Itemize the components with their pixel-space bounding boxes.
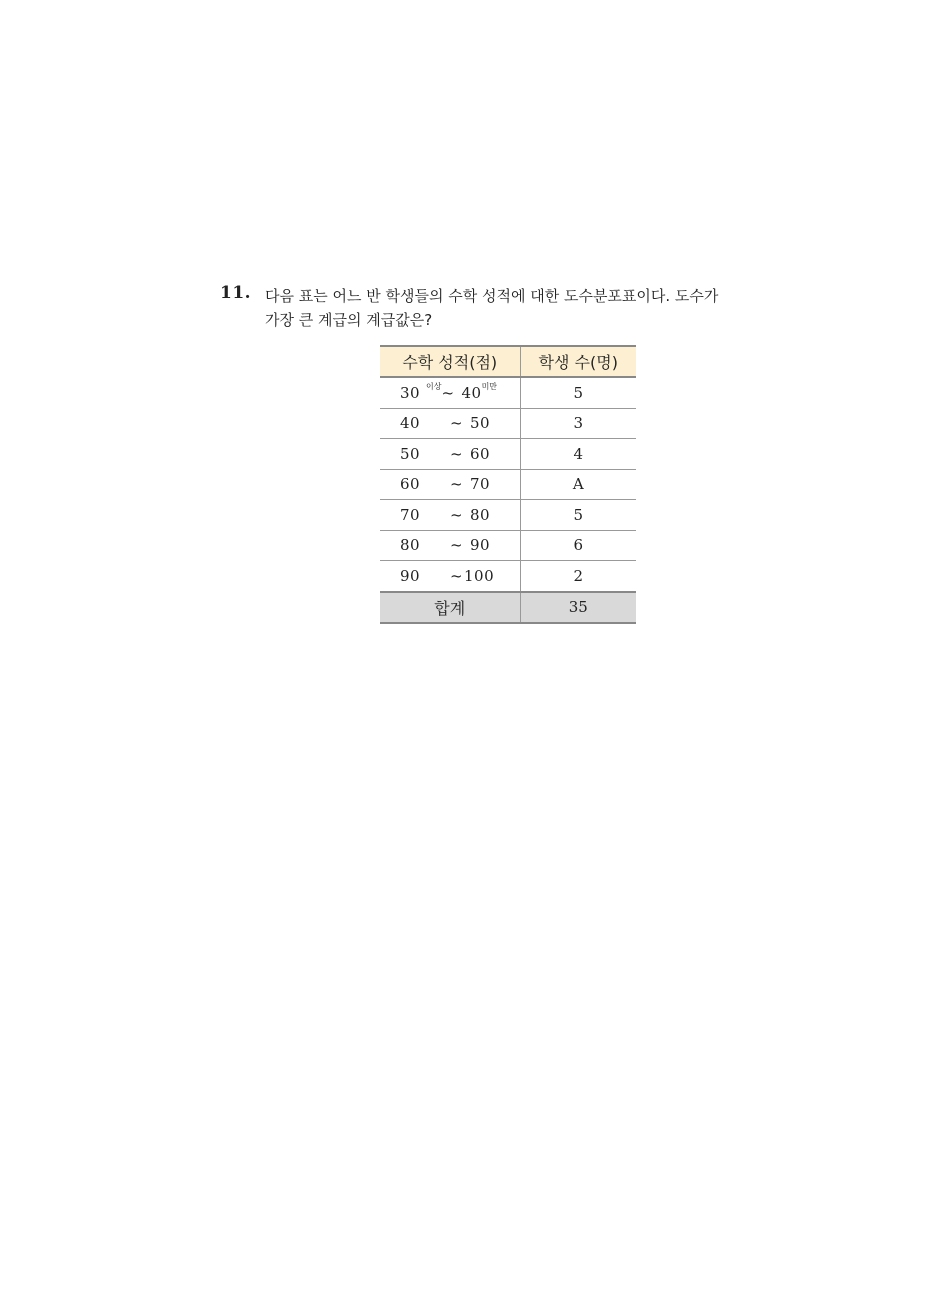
range-lower: 70: [400, 505, 421, 524]
range-upper: 90: [470, 536, 491, 555]
student-count: 2: [520, 561, 636, 592]
total-label: 합계: [380, 592, 520, 624]
range-tilde: ~: [450, 505, 464, 524]
range-upper: 50: [470, 414, 491, 433]
range-upper: 40: [461, 383, 482, 402]
total-row: [380, 592, 636, 624]
range-tilde: ~: [450, 475, 464, 494]
question-text-line: 가장 큰 계급의 계급값은?: [265, 311, 433, 329]
header-students: 학생 수(명): [520, 346, 636, 377]
question-text: [265, 284, 735, 332]
header-score: 수학 성적(점): [380, 346, 520, 377]
range-lower: 90: [400, 566, 421, 585]
range-tilde: ~: [450, 444, 464, 463]
score-range: [380, 469, 520, 500]
range-upper: 60: [470, 444, 491, 463]
score-range: [380, 561, 520, 592]
score-range: [380, 500, 520, 531]
range-upper: 100: [464, 566, 495, 585]
student-count: 5: [520, 377, 636, 408]
range-upper: 70: [470, 475, 491, 494]
student-count: 5: [520, 500, 636, 531]
table-row: [380, 377, 636, 408]
frequency-table: [380, 345, 636, 624]
score-range: [380, 408, 520, 439]
score-range: [380, 530, 520, 561]
score-range: [380, 377, 520, 408]
table-row: [380, 530, 636, 561]
student-count: 3: [520, 408, 636, 439]
table-row: [380, 561, 636, 592]
table-row: [380, 408, 636, 439]
range-lower: 40: [400, 414, 421, 433]
student-count: 6: [520, 530, 636, 561]
range-tilde: ~: [450, 566, 464, 585]
upper-bound-label: 미만: [481, 381, 498, 391]
range-tilde: ~: [450, 414, 464, 433]
question-text-line: 다음 표는 어느 반 학생들의 수학 성적에 대한 도수분포표이다. 도수가: [265, 287, 719, 305]
lower-bound-label: 이상: [426, 381, 442, 391]
student-count: 4: [520, 439, 636, 470]
score-range: [380, 439, 520, 470]
range-lower: 50: [400, 444, 421, 463]
student-count: A: [520, 469, 636, 500]
total-value: 35: [520, 592, 636, 624]
table-row: [380, 469, 636, 500]
range-upper: 80: [470, 505, 491, 524]
range-tilde: ~: [441, 383, 455, 402]
range-lower: 60: [400, 475, 421, 494]
range-lower: 80: [400, 536, 421, 555]
question-number: 11.: [220, 283, 252, 303]
range-tilde: ~: [450, 536, 464, 555]
table-row: [380, 439, 636, 470]
table-row: [380, 500, 636, 531]
table-header-row: [380, 346, 636, 377]
range-lower: 30: [400, 383, 421, 402]
